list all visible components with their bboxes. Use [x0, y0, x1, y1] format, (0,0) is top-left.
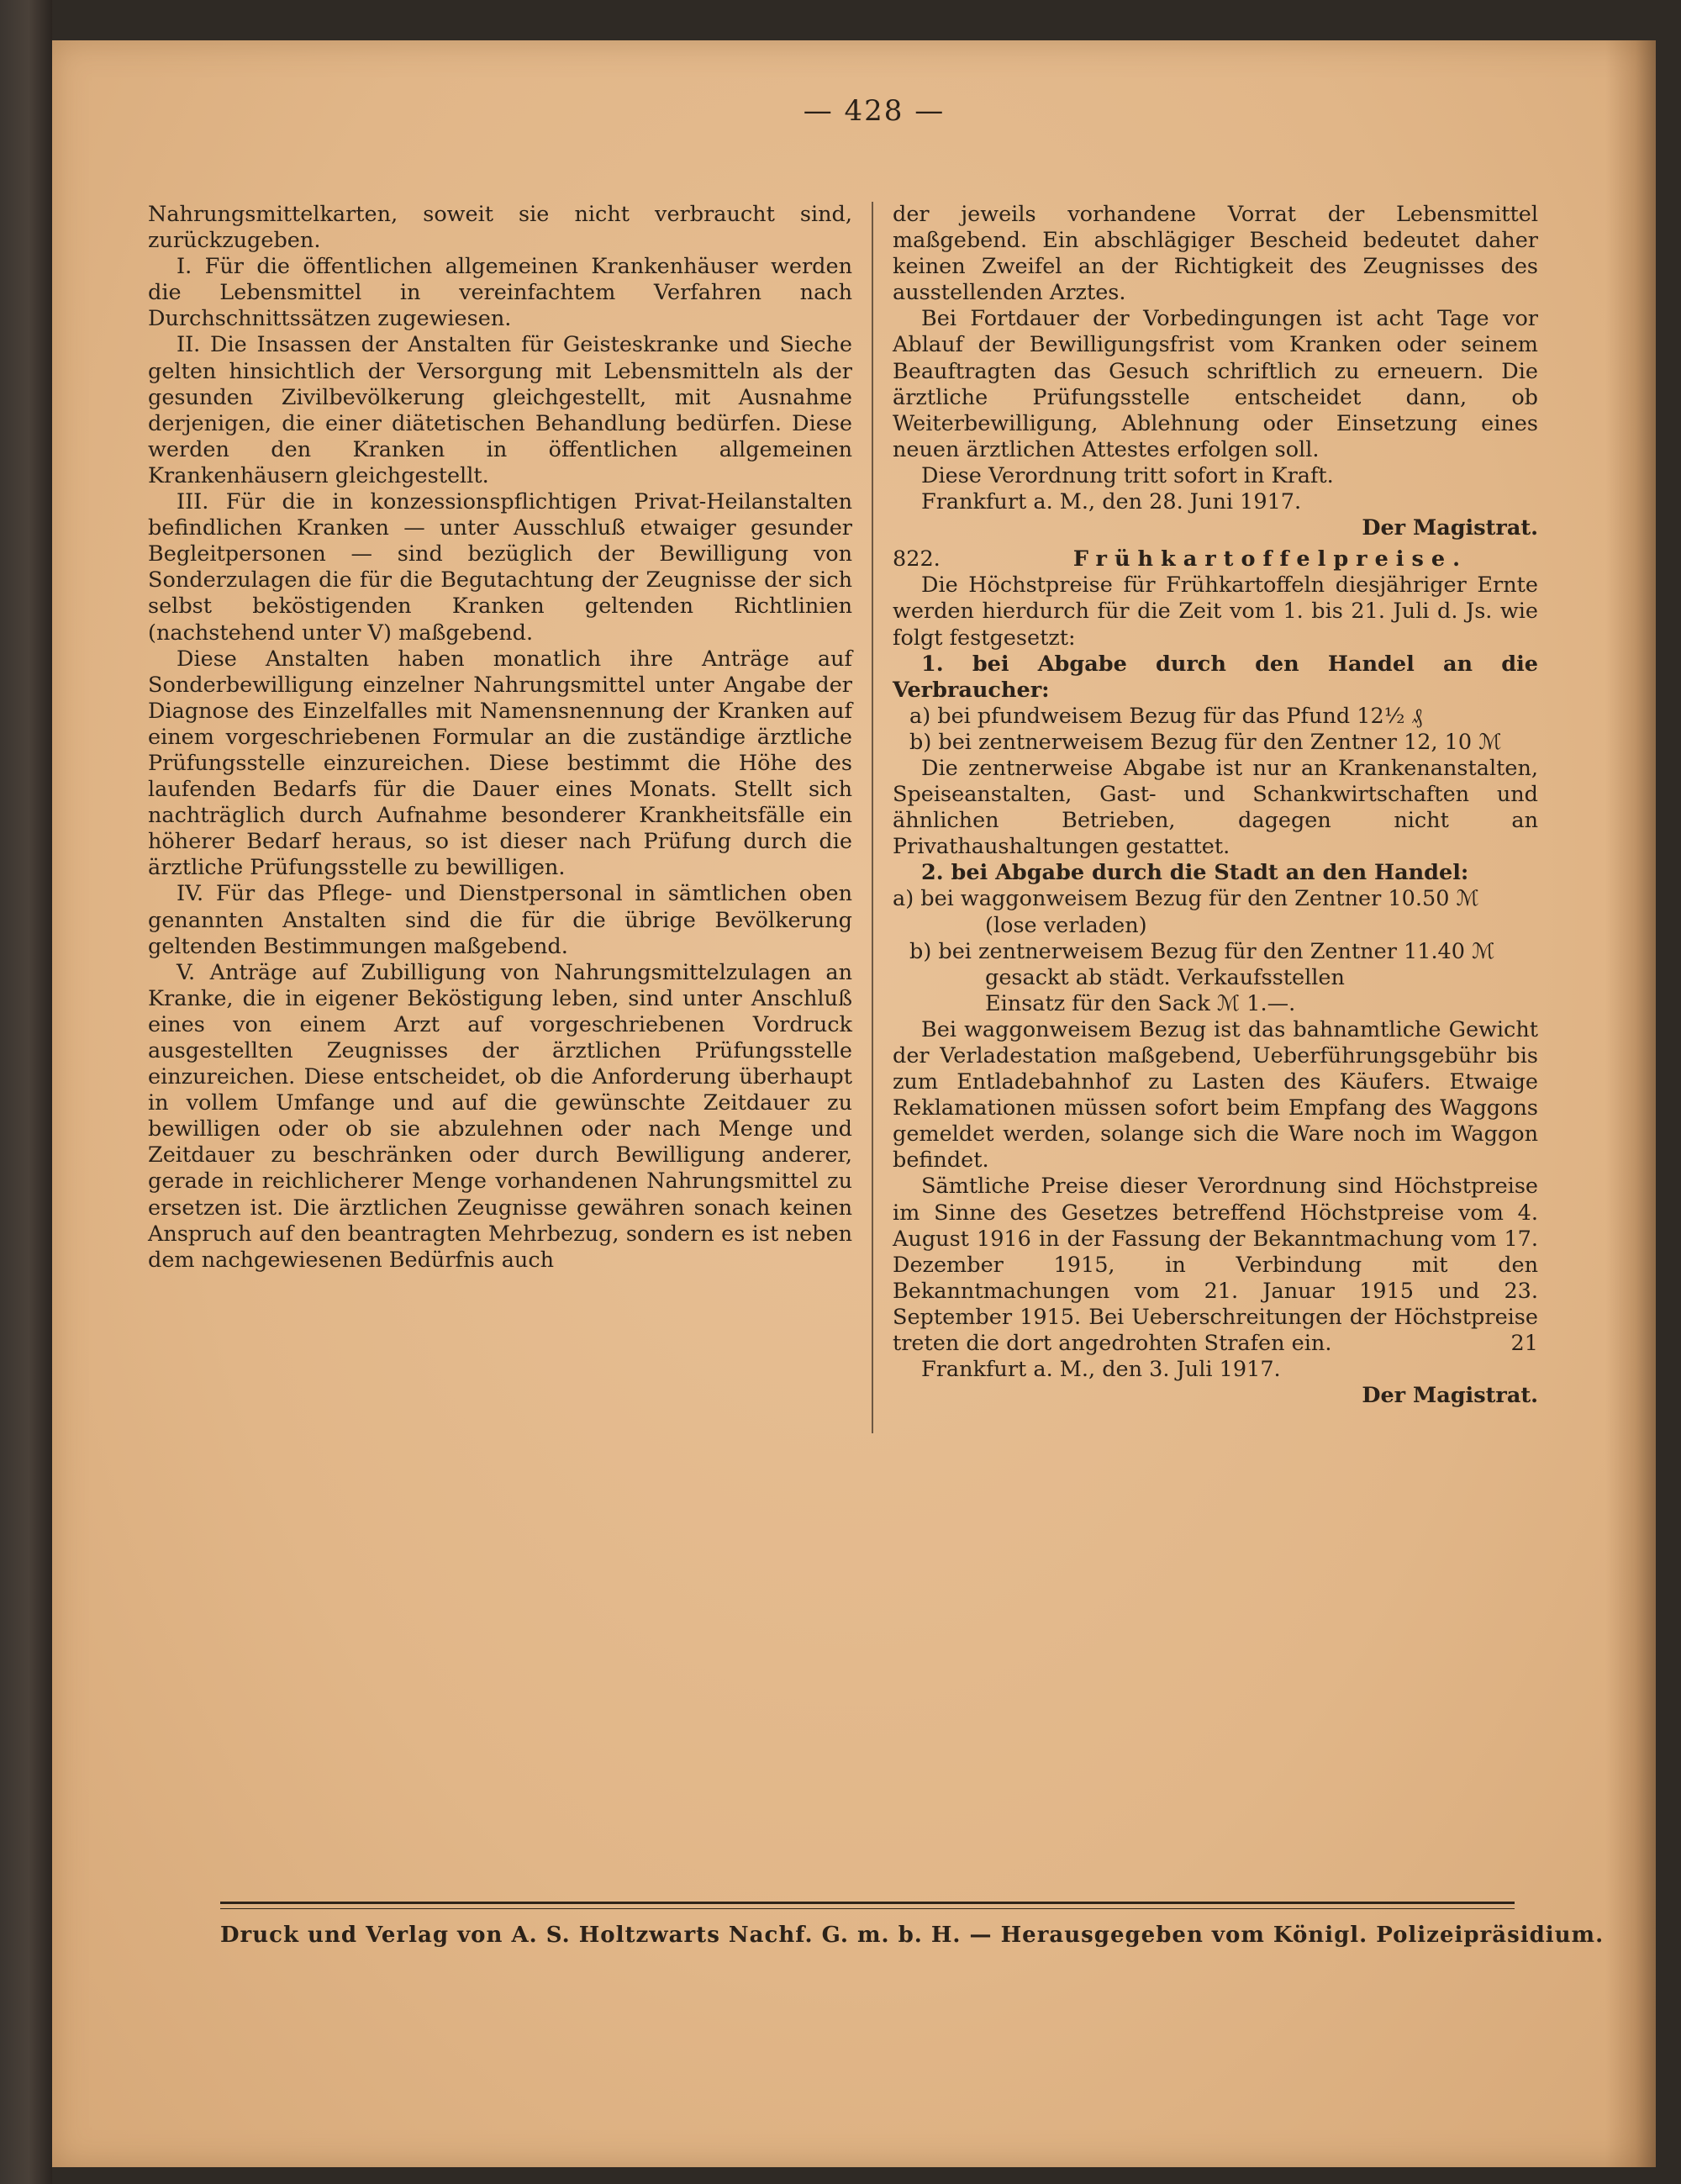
list-item-note: Einsatz für den Sack ℳ 1.—.: [985, 990, 1296, 1016]
paragraph-section-i: I. Für die öffentlichen allgemeinen Krankenhäuser werden die Lebensmittel in vereinfachtem Verfahren nach Durchschnittssätzen zugewiesen.: [148, 254, 852, 332]
paragraph: [893, 1174, 1538, 1357]
ordinance-number: 822.: [893, 546, 941, 572]
footer-rule: [220, 1902, 1515, 1904]
date-line: Frankfurt a. M., den 3. Juli 1917.: [921, 1357, 1281, 1383]
column-divider: [872, 202, 873, 1433]
section-heading: Frühkartoffelpreise.: [1072, 546, 1468, 572]
right-column: [893, 202, 1538, 1463]
paragraph: Bei waggonweisem Bezug ist das bahnamtliche Gewicht der Verladestation maßgebend, Ueberführungsgebühr bis zum Entladebahnhof zu Lasten des Käufers. Etwaige Reklamationen müssen sofort beim Empfang des Waggons gemeldet werden, solange sich die Ware noch im Waggon befindet.: [893, 1016, 1538, 1174]
list-item: 1. bei Abgabe durch den Handel an die Verbraucher:: [893, 651, 1538, 703]
left-column: [148, 202, 852, 1463]
section-heading-line: [893, 546, 1538, 572]
signature: Der Magistrat.: [1362, 515, 1538, 541]
paragraph: Die zentnerweise Abgabe ist nur an Krankenanstalten, Speiseanstalten, Gast- und Schankwirtschaften und ähnlichen Betrieben, dagegen nicht an Privathaushaltungen gestattet.: [893, 755, 1538, 860]
footer-rule-thin: [220, 1908, 1515, 1909]
list-item: a) bei waggonweisem Bezug für den Zentner 10.50 ℳ: [893, 886, 1479, 912]
printer-imprint: Druck und Verlag von A. S. Holtzwarts Nachf. G. m. b. H. — Herausgegeben vom Königl. Polizeipräsidium.: [220, 1923, 1605, 1948]
paragraph-text: Sämtliche Preise dieser Verordnung sind Höchstpreise im Sinne des Gesetzes betreffend Höchstpreise vom 4. August 1916 in der Fassung der Bekanntmachung vom 17. Dezember 1915, in Verbindung mit den Bekanntmachungen vom 21. Januar 1915 und 23. September 1915. Bei Ueberschreitungen der Höchstpreise treten die dort angedrohten Strafen ein.: [893, 1174, 1538, 1357]
book-cover-edge: [0, 0, 52, 2184]
page-reference-number: 21: [1510, 1331, 1538, 1357]
paragraph: Diese Verordnung tritt sofort in Kraft.: [921, 462, 1334, 488]
list-item-note: gesackt ab städt. Verkaufsstellen: [985, 964, 1345, 990]
list-item: b) bei zentnerweisem Bezug für den Zentner 11.40 ℳ: [909, 938, 1495, 964]
paragraph-section-ii: II. Die Insassen der Anstalten für Geisteskranke und Sieche gelten hinsichtlich der Versorgung mit Lebensmitteln als der gesunden Zivilbevölkerung gleichgestellt, mit Ausnahme derjenigen, die einer diätetischen Behandlung bedürfen. Diese werden den Kranken in öffentlichen allgemeinen Krankenhäusern gleichgestellt.: [148, 332, 852, 488]
signature: Der Magistrat.: [1362, 1383, 1538, 1409]
paragraph: Bei Fortdauer der Vorbedingungen ist acht Tage vor Ablauf der Bewilligungsfrist vom Kranken oder seinem Beauftragten das Gesuch schriftlich zu erneuern. Die ärztliche Prüfungsstelle entscheidet dann, ob Weiterbewilligung, Ablehnung oder Einsetzung eines neuen ärztlichen Attestes erfolgen soll.: [893, 306, 1538, 462]
list-item: a) bei pfundweisem Bezug für das Pfund 12½ ₰: [909, 703, 1423, 729]
list-item: 2. bei Abgabe durch die Stadt an den Handel:: [921, 860, 1469, 886]
paragraph-section-v: V. Anträge auf Zubilligung von Nahrungsmittelzulagen an Kranke, die in eigener Beköstigung leben, sind unter Anschluß eines von einem Arzt auf vorgeschriebenen Vordruck ausgestellten Zeugnisses der ärztlichen Prüfungsstelle einzureichen. Diese entscheidet, ob die Anforderung überhaupt in vollem Umfange und auf die gewünschte Zeitdauer zu bewilligen oder ob sie abzulehnen oder nach Menge und Zeitdauer zu beschränken oder durch Bewilligung anderer, gerade in reichlicherer Menge vorhandenen Nahrungsmittel zu ersetzen ist. Die ärztlichen Zeugnisse gewähren sonach keinen Anspruch auf den beantragten Mehrbezug, sondern es ist neben dem nachgewiesenen Bedürfnis auch: [148, 959, 852, 1273]
paragraph: der jeweils vorhandene Vorrat der Lebensmittel maßgebend. Ein abschlägiger Bescheid bedeutet daher keinen Zweifel an der Richtigkeit des Zeugnisses des ausstellenden Arztes.: [893, 202, 1538, 306]
paragraph: Die Höchstpreise für Frühkartoffeln diesjähriger Ernte werden hierdurch für die Zeit vom 1. bis 21. Juli d. Js. wie folgt festgesetzt:: [893, 572, 1538, 651]
date-line: Frankfurt a. M., den 28. Juni 1917.: [921, 489, 1302, 515]
paragraph-section-iv: IV. Für das Pflege- und Dienstpersonal in sämtlichen oben genannten Anstalten sind die für die übrige Bevölkerung geltenden Bestimmungen maßgebend.: [148, 881, 852, 959]
list-item-note: (lose verladen): [985, 912, 1147, 938]
paragraph-section-iii: III. Für die in konzessionspflichtigen Privat-Heilanstalten befindlichen Kranken — unter Ausschluß etwaiger gesunder Begleitpersonen — sind bezüglich der Bewilligung von Sonderzulagen die für die Begutachtung der Zeugnisse der sich selbst beköstigenden Kranken geltenden Richtlinien (nachstehend unter V) maßgebend.: [148, 489, 852, 646]
list-item: b) bei zentnerweisem Bezug für den Zentner 12, 10 ℳ: [909, 729, 1502, 755]
paragraph: Nahrungsmittelkarten, soweit sie nicht verbraucht sind, zurückzugeben.: [148, 202, 852, 254]
page-number: — 428 —: [803, 94, 946, 128]
paragraph: Diese Anstalten haben monatlich ihre Anträge auf Sonderbewilligung einzelner Nahrungsmittel unter Angabe der Diagnose des Einzelfalles mit Namensnennung der Kranken auf einem vorgeschriebenen Formular an die zuständige ärztliche Prüfungsstelle einzureichen. Diese bestimmt die Höhe des laufenden Bedarfs für die Dauer eines Monats. Stellt sich nachträglich durch Aufnahme besonderer Krankheitsfälle ein höherer Bedarf heraus, so ist dieser nach Prüfung durch die ärztliche Prüfungsstelle zu bewilligen.: [148, 646, 852, 881]
page-shadow-edge: [1605, 40, 1656, 2167]
